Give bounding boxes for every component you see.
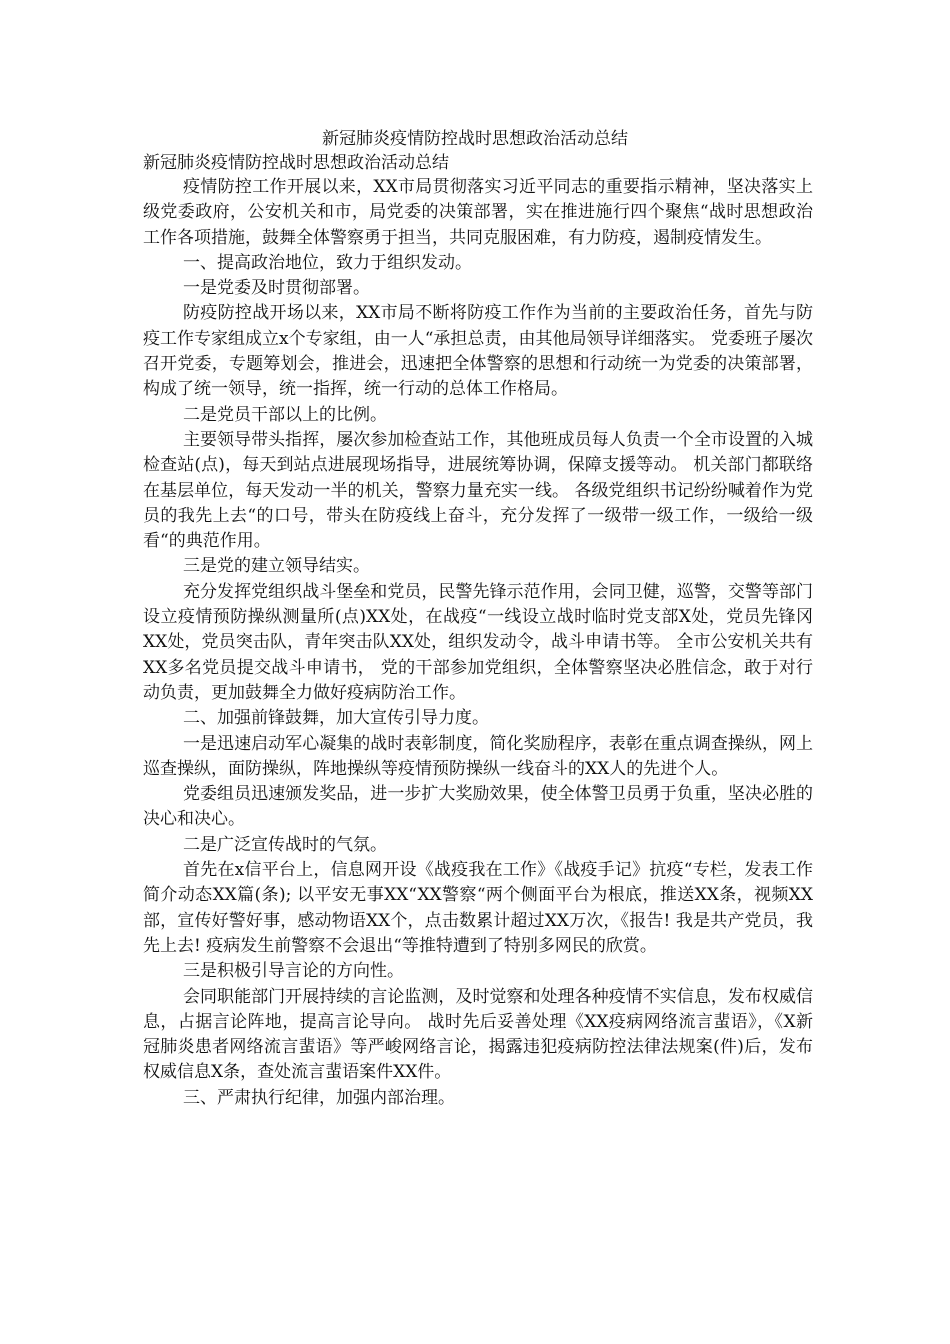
body-paragraph: 疫情防控工作开展以来，XX市局贯彻落实习近平同志的重要指示精神，坚决落实上级党委政府，公安机关和市，局党委的决策部署，实在推进施行四个聚焦“战时思想政治工作各项措施，鼓舞全体警察勇于担当，共同克服困难，有力防疫，遏制疫情发生。 — [143, 177, 813, 248]
body-paragraph: 三是积极引导言论的方向性。 — [183, 961, 404, 982]
body-paragraph: 一是党委及时贯彻部署。 — [183, 278, 370, 299]
body-paragraph: 三是党的建立领导结实。 — [183, 556, 370, 577]
body-paragraph: 充分发挥党组织战斗堡垒和党员，民警先锋示范作用，会同卫健，巡警，交警等部门设立疫情预防操纵测量所(点)XX处，在战疫“一线设立战时临时党支部X处，党员先锋冈XX处，党员突击队，青年突击队XX处，组织发动令，战斗申请书等。 全市公安机关共有XX多名党员提交战斗申请书， 党的干部参加党组织，全体警察坚决必胜信念，敢于对行动负责，更加鼓舞全力做好疫病防治工作。 — [143, 581, 813, 703]
body-paragraph: 二是广泛宣传战时的气氛。 — [183, 834, 387, 855]
body-paragraph: 防疫防控战开场以来，XX市局不断将防疫工作作为当前的主要政治任务，首先与防疫工作专家组成立x个专家组，由一人“承担总责，由其他局领导详细落实。 党委班子屡次召开党委，专题筹划会，推进会，迅速把全体警察的思想和行动统一为党委的决策部署，构成了统一领导，统一指挥，统一行动的总体工作格局。 — [143, 303, 813, 400]
paragraph-list — [143, 175, 813, 1111]
body-paragraph: 二是党员干部以上的比例。 — [183, 404, 387, 425]
body-paragraph: 三、严肃执行纪律，加强内部治理。 — [183, 1087, 455, 1108]
document-title: 新冠肺炎疫情防控战时思想政治活动总结 — [322, 129, 628, 149]
body-paragraph: 会同职能部门开展持续的言论监测，及时觉察和处理各种疫情不实信息，发布权威信息，占据言论阵地，提高言论导向。 战时先后妥善处理《XX疫病网络流言蜚语》，《X新冠肺炎患者网络流言蜚语》等严峻网络言论，揭露违犯疫病防控法律法规案(件)后，发布权威信息X条，查处流言蜚语案件XX件。 — [143, 986, 813, 1083]
body-paragraph: 主要领导带头指挥，屡次参加检查站工作，其他班成员每人负责一个全市设置的入城检查站(点)，每天到站点进展现场指导，进展统筹协调，保障支援等动。 机关部门都联络在基层单位，每天发动一半的机关，警察力量充实一线。 各级党组织书记纷纷喊着作为党员的我先上去“的口号，带头在防疫线上奋斗，充分发挥了一级带一级工作，一级给一级看“的典范作用。 — [143, 429, 813, 552]
body-paragraph: 首先在x信平台上，信息网开设《战疫我在工作》《战疫手记》抗疫“专栏，发表工作简介动态XX篇(条); 以平安无事XX“XX警察“两个侧面平台为根底，推送XX条，视频XX部，宣传好警好事，感动物语XX个，点击数累计超过XX万次，《报告! 我是共产党员，我先上去! 疫病发生前警察不会退出“等推特遭到了特别多网民的欣赏。 — [143, 860, 813, 956]
body-paragraph: 一是迅速启动军心凝集的战时表彰制度，简化奖励程序，表彰在重点调查操纵，网上巡查操纵，面防操纵，阵地操纵等疫情预防操纵一线奋斗的XX人的先进个人。 — [143, 733, 813, 779]
document-subtitle: 新冠肺炎疫情防控战时思想政治活动总结 — [143, 153, 449, 173]
body-paragraph: 二、加强前锋鼓舞，加大宣传引导力度。 — [183, 708, 489, 729]
body-paragraph: 党委组员迅速颁发奖品，进一步扩大奖励效果，使全体警卫员勇于负重，坚决必胜的决心和决心。 — [143, 784, 813, 830]
body-paragraph: 一、提高政治地位，致力于组织发动。 — [183, 252, 472, 273]
document-body — [143, 152, 813, 1111]
